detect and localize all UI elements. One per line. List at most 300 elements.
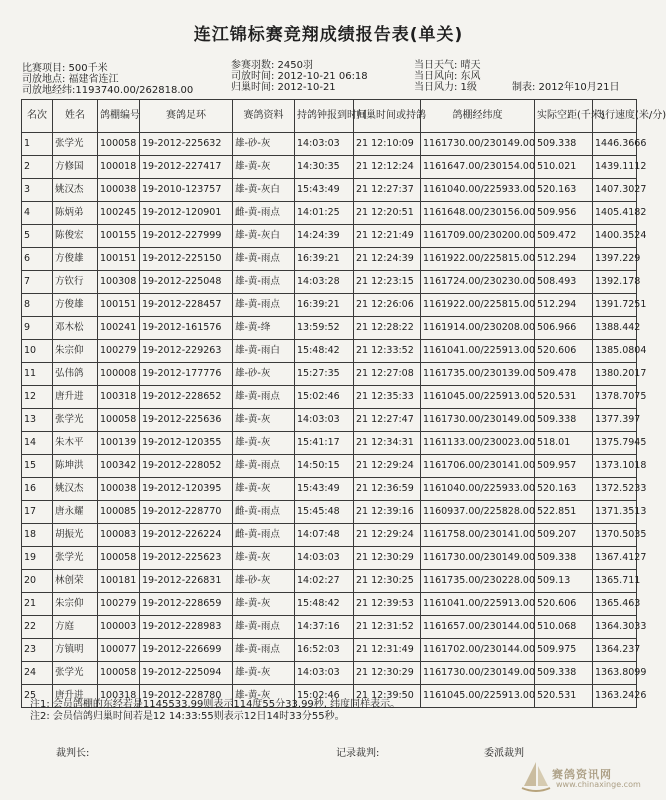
- table-row: [22, 616, 637, 639]
- cell-distance: 520.531: [535, 386, 593, 409]
- sailboat-icon: [520, 760, 552, 794]
- cell-rank: 23: [22, 639, 53, 662]
- cell-return-time: 21 12:39:53: [354, 593, 421, 616]
- cell-coords: 1161133.00/230023.00: [421, 432, 535, 455]
- cell-ring: 19-2012-227999: [140, 225, 233, 248]
- cell-loft-id: 100151: [98, 294, 140, 317]
- cell-ring: 19-2012-120395: [140, 478, 233, 501]
- cell-coords: 1161045.00/225913.00: [421, 685, 535, 708]
- cell-clock-time: 14:03:03: [295, 662, 354, 685]
- cell-return-time: 21 12:34:31: [354, 432, 421, 455]
- cell-return-time: 21 12:21:49: [354, 225, 421, 248]
- cell-clock-time: 14:30:35: [295, 156, 354, 179]
- cell-clock-time: 14:07:48: [295, 524, 354, 547]
- cell-name: 姚汉杰: [53, 179, 98, 202]
- cell-ring: 19-2012-225094: [140, 662, 233, 685]
- cell-bird-info: 雌-黄-雨点: [233, 501, 295, 524]
- cell-ring: 19-2012-226224: [140, 524, 233, 547]
- header-return-time: 归巢时间或持鸽: [354, 100, 421, 133]
- cell-rank: 12: [22, 386, 53, 409]
- cell-bird-info: 雄-砂-灰: [233, 133, 295, 156]
- cell-speed: 1375.7945: [593, 432, 637, 455]
- cell-name: 邓木松: [53, 317, 98, 340]
- cell-coords: 1161730.00/230149.00: [421, 662, 535, 685]
- cell-ring: 19-2012-228052: [140, 455, 233, 478]
- cell-loft-id: 100058: [98, 662, 140, 685]
- cell-return-time: 21 12:29:24: [354, 455, 421, 478]
- cell-coords: 1161730.00/230149.00: [421, 409, 535, 432]
- cell-name: 张学光: [53, 662, 98, 685]
- cell-bird-info: 雌-黄-雨点: [233, 524, 295, 547]
- cell-name: 胡振光: [53, 524, 98, 547]
- cell-distance: 509.478: [535, 363, 593, 386]
- table-row: [22, 179, 637, 202]
- cell-return-time: 21 12:31:49: [354, 639, 421, 662]
- cell-rank: 9: [22, 317, 53, 340]
- header-clock-time: 持鸽钟报到时间: [295, 100, 354, 133]
- header-rank: 名次: [22, 100, 53, 133]
- cell-speed: 1364.237: [593, 639, 637, 662]
- cell-distance: 522.851: [535, 501, 593, 524]
- header-name: 姓名: [53, 100, 98, 133]
- cell-coords: 1161041.00/225913.00: [421, 340, 535, 363]
- cell-clock-time: 13:59:52: [295, 317, 354, 340]
- cell-loft-id: 100181: [98, 570, 140, 593]
- cell-coords: 1161730.00/230149.00: [421, 547, 535, 570]
- cell-rank: 16: [22, 478, 53, 501]
- cell-loft-id: 100003: [98, 616, 140, 639]
- cell-coords: 1160937.00/225828.00: [421, 501, 535, 524]
- cell-loft-id: 100139: [98, 432, 140, 455]
- cell-loft-id: 100077: [98, 639, 140, 662]
- cell-coords: 1161706.00/230141.00: [421, 455, 535, 478]
- cell-loft-id: 100058: [98, 133, 140, 156]
- table-row: [22, 501, 637, 524]
- cell-rank: 14: [22, 432, 53, 455]
- cell-distance: 509.338: [535, 409, 593, 432]
- cell-name: 张学光: [53, 133, 98, 156]
- cell-loft-id: 100241: [98, 317, 140, 340]
- cell-name: 方修国: [53, 156, 98, 179]
- header-bird-info: 赛鸽资料: [233, 100, 295, 133]
- cell-name: 陈俊宏: [53, 225, 98, 248]
- note-2: 注2: 会员信鸽归巢时间若是12 14:33:55则表示12日14时33分55秒。: [30, 711, 345, 722]
- cell-speed: 1392.178: [593, 271, 637, 294]
- cell-ring: 19-2012-225623: [140, 547, 233, 570]
- cell-speed: 1380.2017: [593, 363, 637, 386]
- cell-return-time: 21 12:29:24: [354, 524, 421, 547]
- cell-bird-info: 雄-黄-灰: [233, 593, 295, 616]
- table-row: [22, 294, 637, 317]
- table-row: [22, 593, 637, 616]
- cell-speed: 1391.7251: [593, 294, 637, 317]
- cell-return-time: 21 12:20:51: [354, 202, 421, 225]
- cell-rank: 4: [22, 202, 53, 225]
- cell-return-time: 21 12:26:06: [354, 294, 421, 317]
- cell-speed: 1446.3666: [593, 133, 637, 156]
- race-project: 比赛项目: 500千米: [22, 63, 108, 74]
- cell-coords: 1161922.00/225815.00: [421, 294, 535, 317]
- cell-clock-time: 14:37:16: [295, 616, 354, 639]
- results-table: [21, 99, 666, 708]
- cell-distance: 506.966: [535, 317, 593, 340]
- cell-bird-info: 雄-黄-灰: [233, 409, 295, 432]
- cell-rank: 10: [22, 340, 53, 363]
- table-row: [22, 570, 637, 593]
- cell-ring: 19-2012-227417: [140, 156, 233, 179]
- cell-rank: 7: [22, 271, 53, 294]
- table-row: [22, 409, 637, 432]
- cell-name: 唐永耀: [53, 501, 98, 524]
- cell-coords: 1161702.00/230144.00: [421, 639, 535, 662]
- cell-speed: 1439.1112: [593, 156, 637, 179]
- cell-speed: 1378.7075: [593, 386, 637, 409]
- cell-ring: 19-2012-229263: [140, 340, 233, 363]
- cell-speed: 1363.2426: [593, 685, 637, 708]
- wind-force: 当日风力: 1级: [414, 82, 477, 93]
- cell-ring: 19-2012-228659: [140, 593, 233, 616]
- cell-ring: 19-2012-120355: [140, 432, 233, 455]
- cell-return-time: 21 12:23:15: [354, 271, 421, 294]
- cell-name: 方俊雄: [53, 248, 98, 271]
- cell-distance: 509.207: [535, 524, 593, 547]
- judge-chief-label: 裁判长:: [56, 748, 90, 759]
- cell-clock-time: 15:02:46: [295, 386, 354, 409]
- cell-bird-info: 雄-黄-雨白: [233, 340, 295, 363]
- cell-speed: 1371.3513: [593, 501, 637, 524]
- cell-return-time: 21 12:30:25: [354, 570, 421, 593]
- cell-ring: 19-2012-228457: [140, 294, 233, 317]
- cell-ring: 19-2012-228983: [140, 616, 233, 639]
- cell-distance: 508.493: [535, 271, 593, 294]
- table-row: [22, 225, 637, 248]
- cell-distance: 520.606: [535, 593, 593, 616]
- table-row: [22, 432, 637, 455]
- header-speed: 飞行速度(米/分): [593, 100, 637, 133]
- cell-coords: 1161730.00/230149.00: [421, 133, 535, 156]
- cell-ring: 19-2012-226831: [140, 570, 233, 593]
- cell-return-time: 21 12:28:22: [354, 317, 421, 340]
- cell-bird-info: 雄-黄-雨点: [233, 616, 295, 639]
- cell-rank: 20: [22, 570, 53, 593]
- cell-return-time: 21 12:27:08: [354, 363, 421, 386]
- cell-distance: 509.975: [535, 639, 593, 662]
- cell-name: 陈坤洪: [53, 455, 98, 478]
- cell-coords: 1161922.00/225815.00: [421, 248, 535, 271]
- cell-speed: 1385.0804: [593, 340, 637, 363]
- cell-name: 方钦行: [53, 271, 98, 294]
- table-row: [22, 340, 637, 363]
- cell-name: 陈炳弟: [53, 202, 98, 225]
- cell-speed: 1365.711: [593, 570, 637, 593]
- cell-name: 张学光: [53, 409, 98, 432]
- cell-coords: 1161735.00/230228.00: [421, 570, 535, 593]
- cell-bird-info: 雄-黄-绛: [233, 317, 295, 340]
- cell-distance: 509.338: [535, 662, 593, 685]
- cell-name: 方镇明: [53, 639, 98, 662]
- table-row: [22, 639, 637, 662]
- cell-bird-info: 雄-黄-雨点: [233, 271, 295, 294]
- cell-return-time: 21 12:27:37: [354, 179, 421, 202]
- cell-loft-id: 100038: [98, 478, 140, 501]
- wind-direction: 当日风向: 东风: [414, 71, 481, 82]
- cell-distance: 520.606: [535, 340, 593, 363]
- header-ring: 赛鸽足环: [140, 100, 233, 133]
- cell-clock-time: 16:39:21: [295, 248, 354, 271]
- table-row: [22, 363, 637, 386]
- cell-loft-id: 100085: [98, 501, 140, 524]
- cell-return-time: 21 12:30:29: [354, 547, 421, 570]
- cell-clock-time: 14:02:27: [295, 570, 354, 593]
- made-on-date: 制表: 2012年10月21日: [512, 82, 620, 93]
- cell-ring: 19-2012-161576: [140, 317, 233, 340]
- cell-loft-id: 100058: [98, 409, 140, 432]
- table-row: [22, 662, 637, 685]
- cell-coords: 1161648.00/230156.00: [421, 202, 535, 225]
- cell-clock-time: 14:03:03: [295, 133, 354, 156]
- cell-distance: 510.068: [535, 616, 593, 639]
- cell-distance: 512.294: [535, 294, 593, 317]
- note-1: 注1: 会员鸽棚的东经若是1145533.99则表示114度55分33.99秒, 纬度同样表示。: [30, 699, 401, 710]
- cell-name: 唐升进: [53, 386, 98, 409]
- header-coords: 鸽棚经纬度: [421, 100, 535, 133]
- cell-clock-time: 14:50:15: [295, 455, 354, 478]
- cell-coords: 1161758.00/230141.00: [421, 524, 535, 547]
- cell-clock-time: 15:48:42: [295, 593, 354, 616]
- table-row: [22, 202, 637, 225]
- cell-return-time: 21 12:39:16: [354, 501, 421, 524]
- cell-rank: 2: [22, 156, 53, 179]
- cell-name: 弘伟鸽: [53, 363, 98, 386]
- cell-distance: 509.338: [535, 133, 593, 156]
- cell-rank: 6: [22, 248, 53, 271]
- cell-coords: 1161735.00/230139.00: [421, 363, 535, 386]
- cell-distance: 510.021: [535, 156, 593, 179]
- cell-return-time: 21 12:10:09: [354, 133, 421, 156]
- watermark-text: 赛鸽资讯网: [552, 768, 612, 781]
- cell-rank: 3: [22, 179, 53, 202]
- cell-bird-info: 雄-黄-雨点: [233, 455, 295, 478]
- cell-loft-id: 100342: [98, 455, 140, 478]
- cell-speed: 1363.8099: [593, 662, 637, 685]
- cell-rank: 8: [22, 294, 53, 317]
- cell-distance: 509.957: [535, 455, 593, 478]
- cell-return-time: 21 12:27:47: [354, 409, 421, 432]
- cell-name: 林创荣: [53, 570, 98, 593]
- cell-name: 朱木平: [53, 432, 98, 455]
- cell-bird-info: 雄-黄-雨点: [233, 386, 295, 409]
- assigned-judge-label: 委派裁判: [484, 748, 524, 759]
- release-coords: 司放地经纬:1193740.00/262818.00: [22, 85, 194, 96]
- cell-loft-id: 100245: [98, 202, 140, 225]
- entries-count: 参赛羽数: 2450羽: [231, 60, 313, 71]
- cell-clock-time: 15:27:35: [295, 363, 354, 386]
- cell-name: 朱宗仰: [53, 340, 98, 363]
- cell-bird-info: 雄-砂-灰: [233, 570, 295, 593]
- cell-distance: 518.01: [535, 432, 593, 455]
- cell-coords: 1161041.00/225913.00: [421, 593, 535, 616]
- cell-clock-time: 15:41:17: [295, 432, 354, 455]
- cell-rank: 1: [22, 133, 53, 156]
- cell-bird-info: 雄-黄-雨点: [233, 294, 295, 317]
- cell-clock-time: 14:24:39: [295, 225, 354, 248]
- cell-speed: 1377.397: [593, 409, 637, 432]
- cell-speed: 1388.442: [593, 317, 637, 340]
- cell-ring: 19-2012-225636: [140, 409, 233, 432]
- cell-clock-time: 15:02:46: [295, 685, 354, 708]
- cell-bird-info: 雄-黄-灰: [233, 432, 295, 455]
- cell-bird-info: 雄-黄-灰白: [233, 225, 295, 248]
- table-row: [22, 547, 637, 570]
- cell-return-time: 21 12:24:39: [354, 248, 421, 271]
- cell-speed: 1370.5035: [593, 524, 637, 547]
- cell-return-time: 21 12:31:52: [354, 616, 421, 639]
- cell-loft-id: 100279: [98, 593, 140, 616]
- table-header-row: [22, 100, 637, 133]
- cell-loft-id: 100038: [98, 179, 140, 202]
- report-title: 连江锦标赛竞翔成绩报告表(单关): [193, 25, 464, 45]
- cell-ring: 19-2012-228780: [140, 685, 233, 708]
- table-row: [22, 455, 637, 478]
- cell-distance: 509.13: [535, 570, 593, 593]
- cell-clock-time: 15:45:48: [295, 501, 354, 524]
- cell-return-time: 21 12:33:52: [354, 340, 421, 363]
- cell-ring: 19-2012-228770: [140, 501, 233, 524]
- table-body: [22, 133, 647, 708]
- cell-rank: 15: [22, 455, 53, 478]
- table-row: [22, 524, 637, 547]
- cell-ring: 19-2012-228652: [140, 386, 233, 409]
- cell-rank: 18: [22, 524, 53, 547]
- release-time: 司放时间: 2012-10-21 06:18: [231, 71, 368, 82]
- cell-rank: 19: [22, 547, 53, 570]
- cell-clock-time: 15:43:49: [295, 179, 354, 202]
- cell-speed: 1400.3524: [593, 225, 637, 248]
- cell-loft-id: 100155: [98, 225, 140, 248]
- cell-coords: 1161657.00/230144.00: [421, 616, 535, 639]
- cell-rank: 21: [22, 593, 53, 616]
- cell-bird-info: 雄-黄-灰白: [233, 179, 295, 202]
- cell-speed: 1365.463: [593, 593, 637, 616]
- cell-distance: 520.531: [535, 685, 593, 708]
- cell-clock-time: 15:43:49: [295, 478, 354, 501]
- cell-loft-id: 100058: [98, 547, 140, 570]
- cell-coords: 1161040.00/225933.00: [421, 478, 535, 501]
- cell-name: 唐升进: [53, 685, 98, 708]
- cell-bird-info: 雌-黄-雨点: [233, 202, 295, 225]
- cell-coords: 1161647.00/230154.00: [421, 156, 535, 179]
- cell-name: 朱宗仰: [53, 593, 98, 616]
- cell-clock-time: 14:01:25: [295, 202, 354, 225]
- notes: [30, 699, 400, 723]
- cell-distance: 509.338: [535, 547, 593, 570]
- cell-loft-id: 100018: [98, 156, 140, 179]
- cell-rank: 24: [22, 662, 53, 685]
- cell-bird-info: 雄-砂-灰: [233, 363, 295, 386]
- release-place: 司放地点: 福建省连江: [22, 74, 119, 85]
- cell-rank: 25: [22, 685, 53, 708]
- cell-clock-time: 16:39:21: [295, 294, 354, 317]
- cell-coords: 1161709.00/230200.00: [421, 225, 535, 248]
- table-row: [22, 248, 637, 271]
- cell-return-time: 21 12:36:59: [354, 478, 421, 501]
- table-row: [22, 271, 637, 294]
- cell-name: 张学光: [53, 547, 98, 570]
- cell-ring: 19-2012-177776: [140, 363, 233, 386]
- cell-rank: 17: [22, 501, 53, 524]
- cell-ring: 19-2012-225632: [140, 133, 233, 156]
- cell-ring: 19-2010-123757: [140, 179, 233, 202]
- cell-name: 姚汉杰: [53, 478, 98, 501]
- cell-coords: 1161724.00/230230.00: [421, 271, 535, 294]
- recording-judge-label: 记录裁判:: [336, 748, 380, 759]
- cell-coords: 1161914.00/230208.00: [421, 317, 535, 340]
- cell-bird-info: 雄-黄-雨点: [233, 248, 295, 271]
- cell-loft-id: 100308: [98, 271, 140, 294]
- cell-speed: 1364.3033: [593, 616, 637, 639]
- cell-clock-time: 14:03:28: [295, 271, 354, 294]
- cell-name: 方庭: [53, 616, 98, 639]
- cell-distance: 509.956: [535, 202, 593, 225]
- cell-bird-info: 雄-黄-灰: [233, 156, 295, 179]
- cell-speed: 1373.1018: [593, 455, 637, 478]
- cell-return-time: 21 12:12:24: [354, 156, 421, 179]
- cell-return-time: 21 12:30:29: [354, 662, 421, 685]
- cell-rank: 22: [22, 616, 53, 639]
- cell-loft-id: 100279: [98, 340, 140, 363]
- cell-ring: 19-2012-225048: [140, 271, 233, 294]
- cell-clock-time: 15:48:42: [295, 340, 354, 363]
- cell-rank: 11: [22, 363, 53, 386]
- cell-loft-id: 100151: [98, 248, 140, 271]
- watermark-logo: [520, 760, 650, 796]
- cell-loft-id: 100318: [98, 685, 140, 708]
- cell-distance: 512.294: [535, 248, 593, 271]
- return-time: 归巢时间: 2012-10-21: [231, 82, 336, 93]
- cell-coords: 1161045.00/225913.00: [421, 386, 535, 409]
- cell-speed: 1367.4127: [593, 547, 637, 570]
- table-row: [22, 386, 637, 409]
- cell-rank: 13: [22, 409, 53, 432]
- cell-rank: 5: [22, 225, 53, 248]
- cell-loft-id: 100318: [98, 386, 140, 409]
- cell-loft-id: 100083: [98, 524, 140, 547]
- cell-return-time: 21 12:35:33: [354, 386, 421, 409]
- table-row: [22, 156, 637, 179]
- cell-bird-info: 雄-黄-灰: [233, 662, 295, 685]
- table-row: [22, 133, 637, 156]
- cell-distance: 520.163: [535, 179, 593, 202]
- cell-speed: 1405.4182: [593, 202, 637, 225]
- cell-bird-info: 雄-黄-雨点: [233, 639, 295, 662]
- header-loft-id: 鸽棚编号: [98, 100, 140, 133]
- cell-clock-time: 14:03:03: [295, 409, 354, 432]
- cell-clock-time: 16:52:03: [295, 639, 354, 662]
- cell-bird-info: 雄-黄-灰: [233, 685, 295, 708]
- header-distance: 实际空距(千米): [535, 100, 593, 133]
- cell-speed: 1407.3027: [593, 179, 637, 202]
- cell-return-time: 21 12:39:50: [354, 685, 421, 708]
- cell-speed: 1372.5233: [593, 478, 637, 501]
- table-row: [22, 478, 637, 501]
- watermark-url: www.chinaxinge.com: [556, 780, 641, 789]
- cell-ring: 19-2012-120901: [140, 202, 233, 225]
- cell-ring: 19-2012-226699: [140, 639, 233, 662]
- cell-distance: 520.163: [535, 478, 593, 501]
- cell-ring: 19-2012-225150: [140, 248, 233, 271]
- weather: 当日天气: 晴天: [414, 60, 481, 71]
- cell-name: 方俊雄: [53, 294, 98, 317]
